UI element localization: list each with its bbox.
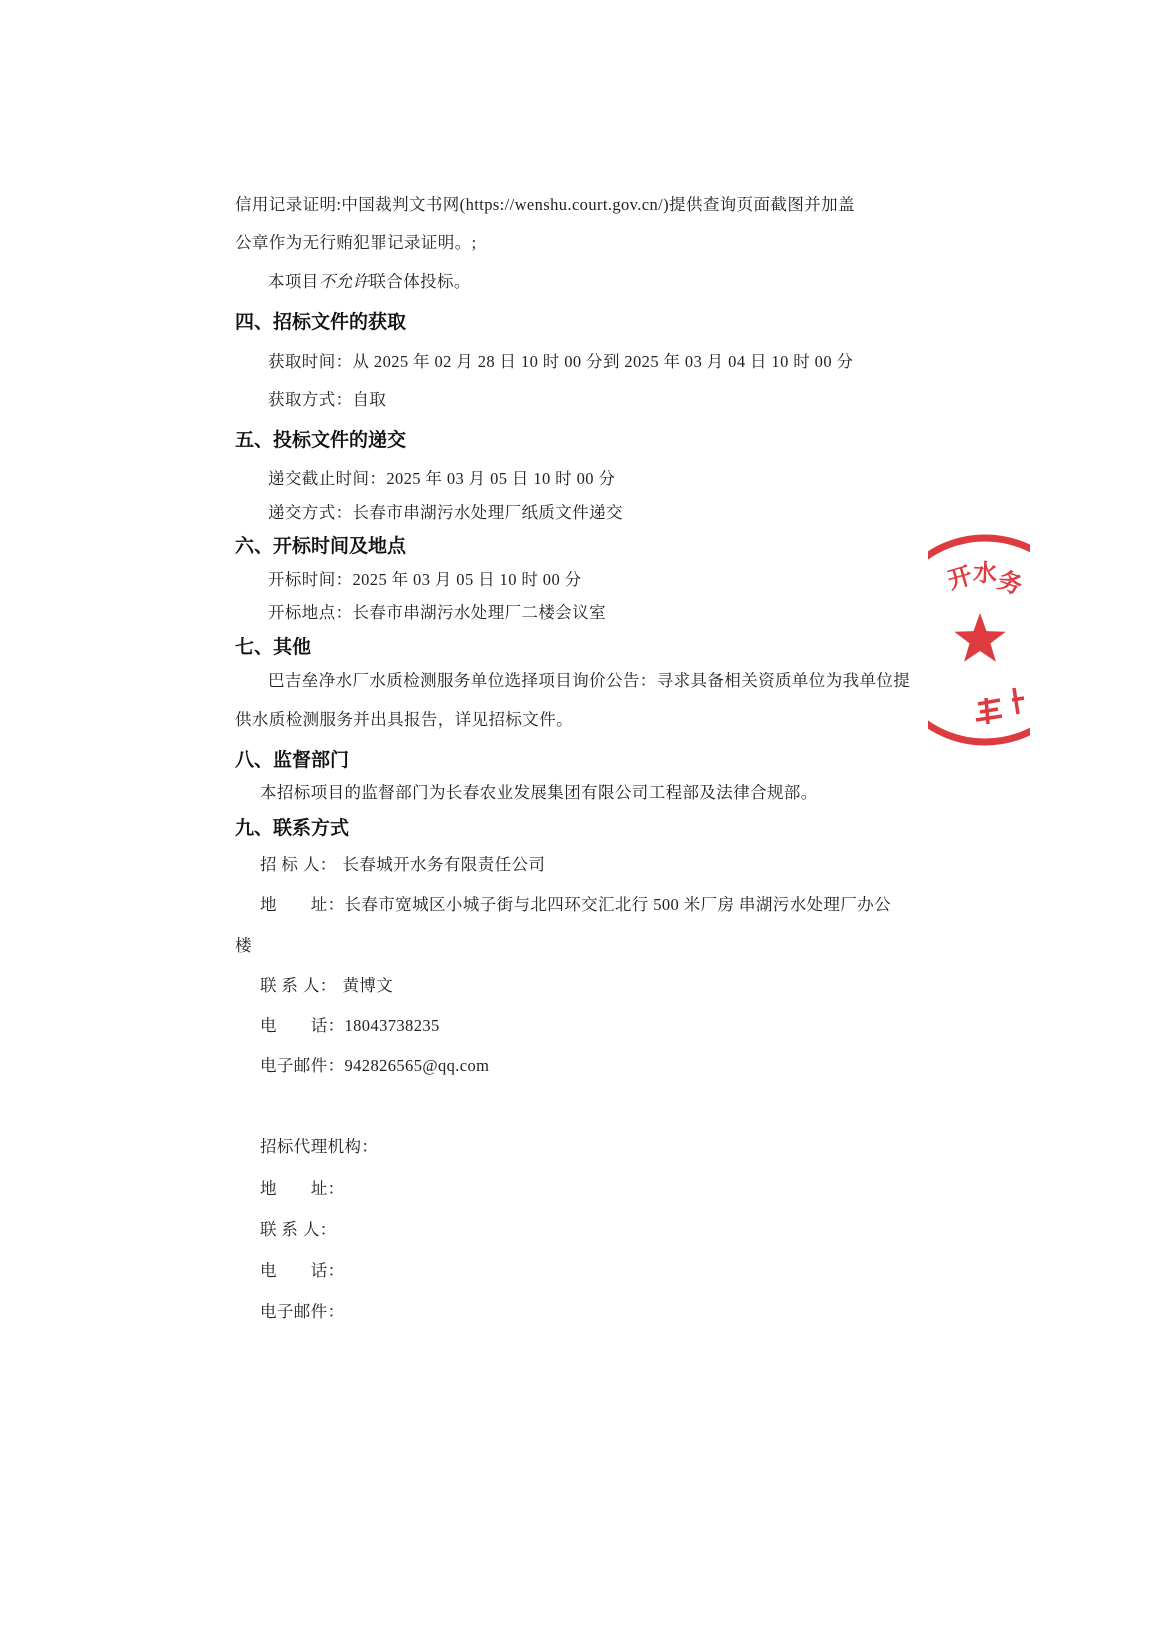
consortium-suffix: 联合体投标。 <box>369 272 471 291</box>
section-6-heading: 六、开标时间及地点 <box>235 535 407 557</box>
agency-email <box>260 1301 345 1323</box>
tenderer-contact-value: 黄博文 <box>342 976 394 995</box>
agency-contact-label: 联 系 人： <box>260 1220 337 1239</box>
section-9-heading: 九、联系方式 <box>235 817 350 839</box>
tenderer-name <box>260 854 545 876</box>
agency-contact <box>260 1219 343 1241</box>
submit-method-value: 长春市串湖污水处理厂纸质文件递交 <box>352 503 623 522</box>
agency-address-label: 地 址： <box>260 1179 345 1198</box>
seal-star-icon <box>954 613 1005 662</box>
opening-place-value: 长春市串湖污水处理厂二楼会议室 <box>352 603 606 622</box>
tenderer-name-label: 招 标 人： <box>260 855 337 874</box>
tenderer-address-label: 地 址： <box>260 895 345 914</box>
seal-char-3: 务 <box>993 565 1027 601</box>
seal-partial-glyph <box>976 698 1002 724</box>
credit-record-line-2: 公章作为无行贿犯罪记录证明。; <box>235 233 477 252</box>
agency-email-label: 电子邮件： <box>260 1302 345 1321</box>
opening-place-label: 开标地点： <box>268 603 353 622</box>
agency-title: 招标代理机构： <box>260 1137 379 1156</box>
section-7-heading: 七、其他 <box>235 636 312 658</box>
tenderer-address-value: 长春市宽城区小城子街与北四环交汇北行 500 米厂房 串湖污水处理厂办公 <box>344 895 892 914</box>
tenderer-email-label: 电子邮件： <box>260 1056 345 1075</box>
tenderer-email <box>260 1055 489 1077</box>
acquire-time-value: 从 2025 年 02 月 28 日 10 时 00 分到 2025 年 03 月 04 日 10 时 00 分 <box>352 352 854 371</box>
submit-deadline-value: 2025 年 03 月 05 日 10 时 00 分 <box>386 469 616 488</box>
supervision-text: 本招标项目的监督部门为长春农业发展集团有限公司工程部及法律合规部。 <box>260 783 818 802</box>
tenderer-phone <box>260 1015 440 1037</box>
submit-method-label: 递交方式： <box>268 503 353 522</box>
tenderer-address <box>260 894 891 916</box>
tenderer-address-continued: 楼 <box>235 936 252 955</box>
acquire-method-value: 自取 <box>352 390 387 409</box>
opening-time-label: 开标时间： <box>268 570 353 589</box>
submit-deadline <box>268 468 615 490</box>
tenderer-contact-label: 联 系 人： <box>260 976 337 995</box>
opening-time <box>268 569 582 591</box>
agency-phone <box>260 1260 345 1282</box>
seal-char-1: 开 <box>944 561 976 595</box>
tenderer-email-value: 942826565@qq.com <box>344 1056 490 1075</box>
tenderer-name-value: 长春城开水务有限责任公司 <box>342 855 546 874</box>
opening-time-value: 2025 年 03 月 05 日 10 时 00 分 <box>352 570 582 589</box>
other-line-1: 巴吉垒净水厂水质检测服务单位选择项目询价公告：寻求具备相关资质单位为我单位提 <box>268 671 911 690</box>
tenderer-phone-label: 电 话： <box>260 1016 345 1035</box>
acquire-time <box>268 351 853 373</box>
acquire-method <box>268 389 386 411</box>
section-4-heading: 四、招标文件的获取 <box>235 311 407 333</box>
credit-record-line-1: 信用记录证明:中国裁判文书网(https://wenshu.court.gov.cn/)提供查询页面截图并加盖 <box>235 195 855 214</box>
consortium-statement <box>268 271 471 293</box>
section-8-heading: 八、监督部门 <box>235 749 350 771</box>
acquire-time-label: 获取时间： <box>268 352 353 371</box>
company-seal <box>928 528 1030 750</box>
submit-method <box>268 502 623 524</box>
tenderer-contact <box>260 975 393 997</box>
agency-phone-label: 电 话： <box>260 1261 345 1280</box>
seal-partial-glyph-2 <box>1012 688 1024 714</box>
seal-char-2: 水 <box>972 558 998 588</box>
submit-deadline-label: 递交截止时间： <box>268 469 387 488</box>
other-line-2: 供水质检测服务并出具报告，详见招标文件。 <box>235 710 573 729</box>
consortium-emphasis: 不允许 <box>318 272 370 291</box>
agency-address <box>260 1178 345 1200</box>
section-5-heading: 五、投标文件的递交 <box>235 429 407 451</box>
tenderer-phone-value: 18043738235 <box>344 1016 440 1035</box>
opening-place <box>268 602 606 624</box>
acquire-method-label: 获取方式： <box>268 390 353 409</box>
consortium-prefix: 本项目 <box>268 272 319 291</box>
